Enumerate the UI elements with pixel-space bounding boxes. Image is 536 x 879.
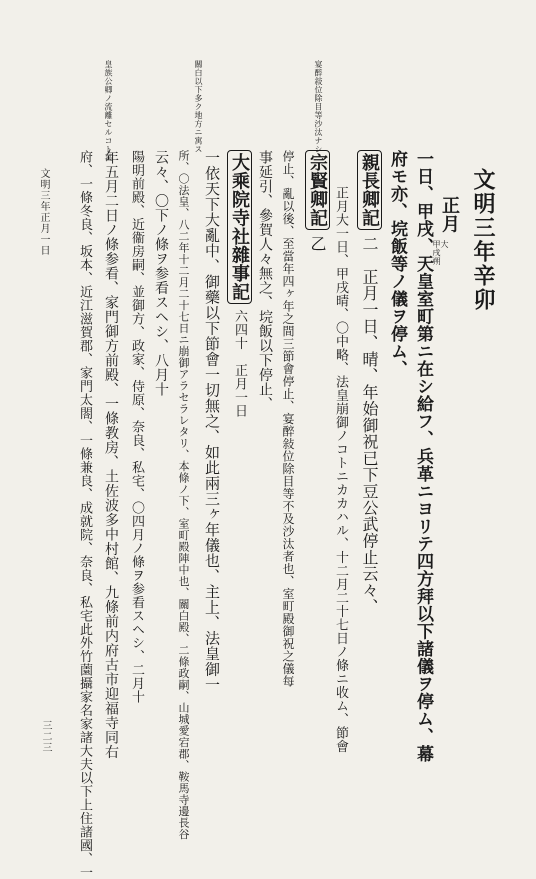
- text-column-9: 一依天下大亂中、御藥以下節會一切無之、如此兩三ヶ年儀也、主上、法皇御一: [203, 150, 221, 693]
- text-column-6: 停止、亂以後、至當年四ヶ年之間三節會停止、宴醉敍位除目等不及沙汰者也、室町殿御祝之儀每: [281, 150, 295, 688]
- month-heading: [440, 196, 458, 233]
- running-head: 文明三年正月一日: [38, 168, 49, 256]
- month-label: 正月: [439, 196, 460, 233]
- text-column-3: [360, 150, 378, 615]
- text-column-12: 陽明前殿、近衞房嗣、並御方、政家、侍原、奈良、私宅、〇四月ノ條ヲ参看スヘシ、二月十: [129, 150, 144, 704]
- source-3-body: 二 正月一日、晴、年始御祝已下豆公武停止云々、: [360, 235, 379, 616]
- month-sub-2-text: 甲戌朔: [432, 240, 441, 266]
- text-column-11: 云々、〇下ノ條ヲ参看スヘシ、八月十: [153, 150, 169, 397]
- headnote-1: [298, 60, 322, 154]
- headnote-2: [178, 60, 202, 154]
- source-title-chikanaga: 親長卿記: [357, 150, 382, 230]
- source-8-body: 六四十 正月一日: [232, 309, 247, 418]
- source-title-muneyoshi: 宗賢卿記: [305, 150, 330, 230]
- headnote-2-text: 關白以下多ク地方ニ寓ス: [194, 60, 203, 154]
- text-column-1: 一日、甲戌、天皇室町第ニ在シ給フ、兵革ニヨリテ四方拜以下諸儀ヲ停ム、幕: [413, 150, 433, 763]
- text-column-7: 事延引、參賀人々無之、垸飯以下停止、: [257, 150, 273, 411]
- month-sub: [440, 240, 448, 249]
- text-column-4: 正月大一日、甲戌晴、〇中略、法皇崩御ノコトニカカハル、十二月二十七日ノ條ニ收ム、節會: [333, 186, 348, 753]
- headnote-3: [88, 60, 112, 162]
- text-column-14: 府、一條冬良、坂本、近江滋賀郡、家門太閤、一條兼良、成就院、奈良、私宅此外竹薗攝家名家諸大夫以下上住諸國、一: [77, 150, 92, 879]
- source-5-body: 乙: [308, 235, 327, 253]
- text-column-10: 所、〇法皇、八二年十二月二十七日ニ崩御アラセラレタリ、本條ノ下、室町殿陣中也、關白殿、二條政嗣、山城愛宕郡、鞍馬寺邊長谷: [177, 150, 190, 840]
- page-number: 三二三: [40, 720, 51, 753]
- headnote-1-text: 宴醉敍位除目等沙汰ナシ: [314, 60, 323, 154]
- text-column-2: 府モ亦、垸飯等ノ儀ヲ停ム、: [387, 150, 407, 378]
- text-column-13: 年五月二日ノ條参看、家門御方前殿、一條教房、土佐波多中村館、九條前内府古市迎福寺同右: [103, 150, 119, 759]
- source-title-daijoin: 大乘院寺社雜事記: [227, 150, 252, 304]
- year-title: 文明三年辛卯: [470, 168, 496, 312]
- month-sub-1: 大: [440, 240, 449, 249]
- month-sub-2: [432, 240, 440, 266]
- text-column-5: [308, 150, 326, 252]
- text-column-8: [230, 150, 248, 418]
- headnote-3-text: 皇族公卿ノ流離セルコト甚: [104, 60, 113, 162]
